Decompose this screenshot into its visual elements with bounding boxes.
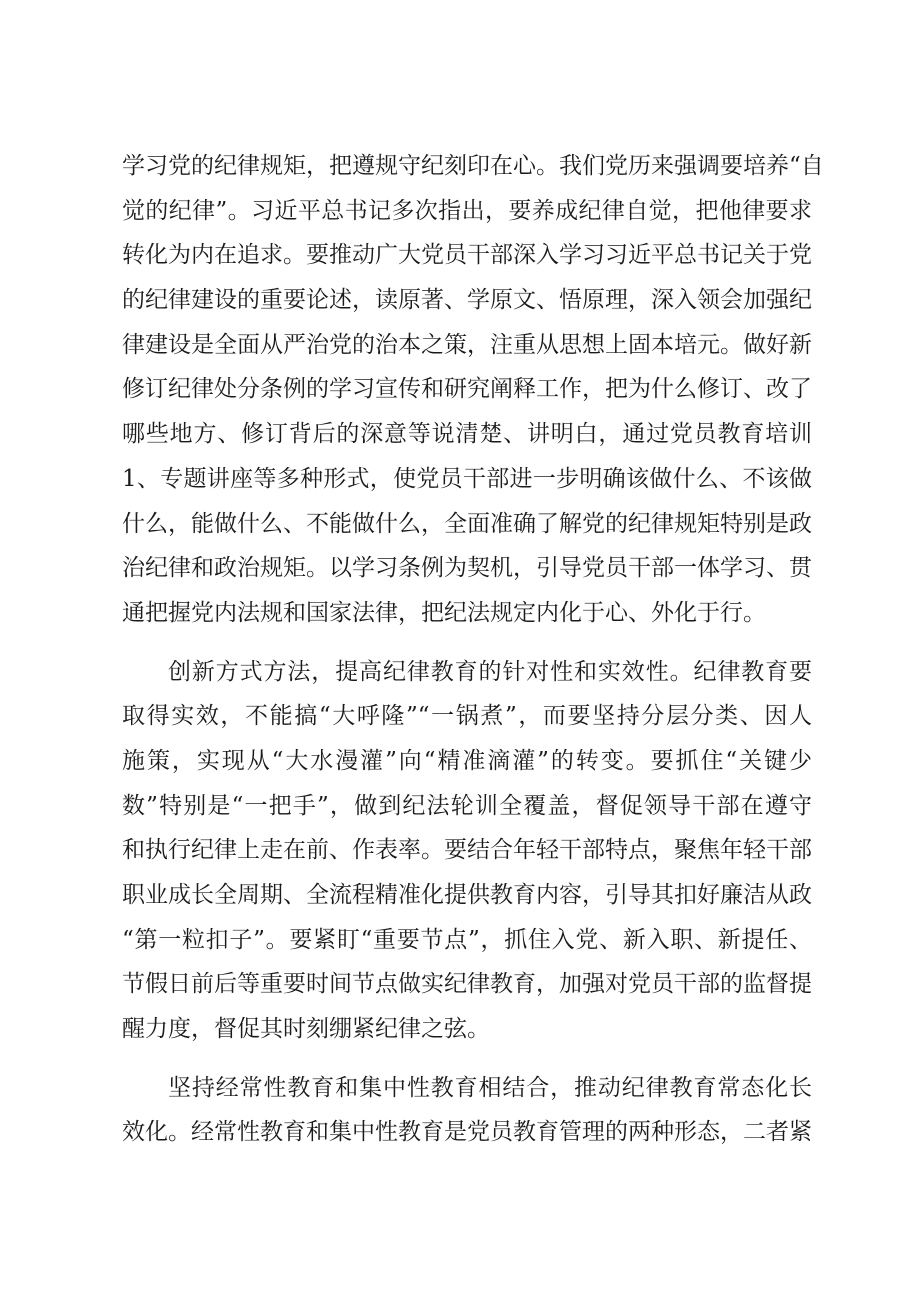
- document-body: [122, 144, 824, 1155]
- text-line: 1、专题讲座等多种形式，使党员干部进一步明确该做什么、不该做: [122, 465, 812, 492]
- text-line: 职业成长全周期、全流程精准化提供教育内容，引导其扣好廉洁从政: [122, 882, 812, 908]
- text-line: 学习党的纪律规矩，把遵规守纪刻印在心。我们党历来强调要培养“自: [122, 153, 824, 179]
- paragraph-discipline-study: [122, 144, 824, 636]
- text-line: 转化为内在追求。要推动广大党员干部深入学习习近平总书记关于党: [122, 242, 812, 269]
- text-line: 施策，实现从“大水漫灌”向“精准滴灌”的转变。要抓住“关键少: [122, 747, 812, 774]
- text-line: 和执行纪律上走在前、作表率。要结合年轻干部特点，聚焦年轻干部: [122, 837, 812, 864]
- text-line: 修订纪律处分条例的学习宣传和研究阐释工作，把为什么修订、改了: [122, 376, 812, 403]
- text-line: 节假日前后等重要时间节点做实纪律教育，加强对党员干部的监督提: [122, 971, 812, 998]
- text-line: 醒力度，督促其时刻绷紧纪律之弦。: [122, 1016, 490, 1043]
- text-line: 治纪律和政治规矩。以学习条例为契机，引导党员干部一体学习、贯: [122, 555, 812, 582]
- text-line: 效化。经常性教育和集中性教育是党员教育管理的两种形态，二者紧: [122, 1119, 812, 1146]
- text-line: 什么，能做什么、不能做什么，全面准确了解党的纪律规矩特别是政: [122, 510, 812, 537]
- text-line: 数”特别是“一把手”，做到纪法轮训全覆盖，督促领导干部在遵守: [122, 792, 812, 819]
- text-line: 坚持经常性教育和集中性教育相结合，推动纪律教育常态化长: [168, 1074, 812, 1101]
- text-line: 的纪律建设的重要论述，读原著、学原文、悟原理，深入领会加强纪: [122, 287, 812, 314]
- text-line: “第一粒扣子”。要紧盯“重要节点”，抓住入党、新入职、新提任、: [122, 926, 812, 953]
- text-line: 通把握党内法规和国家法律，把纪法规定内化于心、外化于行。: [122, 599, 766, 626]
- text-line: 觉的纪律”。习近平总书记多次指出，要养成纪律自觉，把他律要求: [122, 197, 812, 224]
- text-line: 律建设是全面从严治党的治本之策，注重从思想上固本培元。做好新: [122, 331, 812, 358]
- paragraph-innovate-methods: [122, 650, 812, 1052]
- text-line: 创新方式方法，提高纪律教育的针对性和实效性。纪律教育要: [168, 658, 812, 685]
- text-line: 哪些地方、修订背后的深意等说清楚、讲明白，通过党员教育培训: [122, 421, 812, 448]
- paragraph-regular-and-focused-education: [122, 1066, 812, 1155]
- text-line: 取得实效，不能搞“大呼隆”“一锅煮”，而要坚持分层分类、因人: [122, 703, 812, 730]
